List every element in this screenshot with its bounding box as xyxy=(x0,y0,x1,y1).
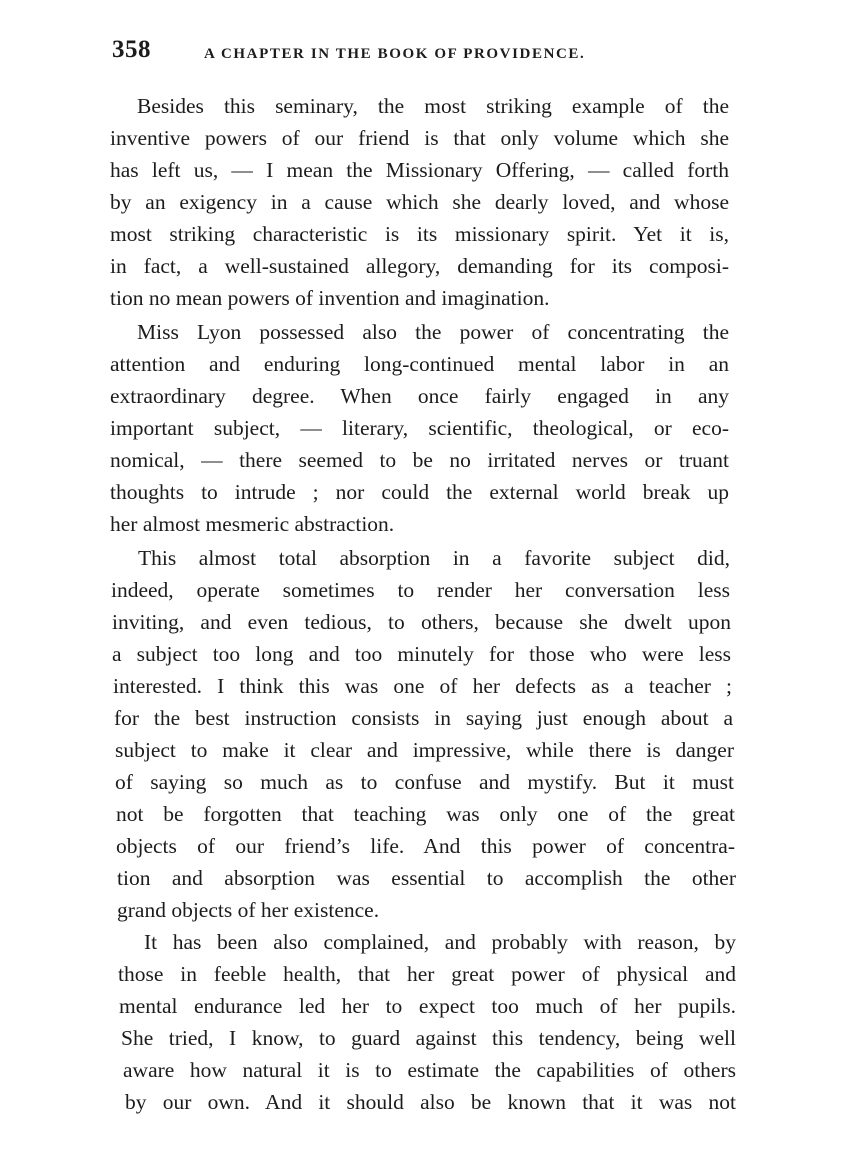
text-line: Besides this seminary, the most striking example of the xyxy=(137,94,729,118)
running-title: A CHAPTER IN THE BOOK OF PROVIDENCE. xyxy=(204,46,586,62)
text-line: in fact, a well-sustained allegory, demanding for its composi- xyxy=(110,254,729,278)
text-line: This almost total absorption in a favorite subject did, xyxy=(138,546,730,570)
text-line: inventive powers of our friend is that only volume which she xyxy=(110,126,729,150)
text-line: extraordinary degree. When once fairly engaged in any xyxy=(110,384,729,408)
page-number: 358 xyxy=(112,36,151,63)
running-head xyxy=(112,36,752,76)
text-line: indeed, operate sometimes to render her conversation less xyxy=(111,578,730,602)
text-line: by an exigency in a cause which she dearly loved, and whose xyxy=(110,190,729,214)
text-line: thoughts to intrude ; nor could the external world break up xyxy=(110,480,729,504)
text-line: nomical, — there seemed to be no irritated nerves or truant xyxy=(110,448,729,472)
text-line: tion no mean powers of invention and imagination. xyxy=(110,286,550,310)
text-line: She tried, I know, to guard against this tendency, being well xyxy=(121,1026,736,1050)
text-line: by our own. And it should also be known that it was not xyxy=(125,1090,736,1114)
text-line: objects of our friend’s life. And this power of concentra- xyxy=(116,834,735,858)
text-line: interested. I think this was one of her defects as a teacher ; xyxy=(113,674,732,698)
text-line: inviting, and even tedious, to others, because she dwelt upon xyxy=(112,610,731,634)
text-line: not be forgotten that teaching was only one of the great xyxy=(116,802,735,826)
text-line: of saying so much as to confuse and mystify. But it must xyxy=(115,770,734,794)
text-line: mental endurance led her to expect too much of her pupils. xyxy=(119,994,736,1018)
text-line: important subject, — literary, scientific, theological, or eco- xyxy=(110,416,729,440)
text-line: her almost mesmeric abstraction. xyxy=(110,512,395,536)
text-line: a subject too long and too minutely for those who were less xyxy=(112,642,731,666)
text-line: for the best instruction consists in saying just enough about a xyxy=(114,706,733,730)
text-line: subject to make it clear and impressive, while there is danger xyxy=(115,738,734,762)
text-line: grand objects of her existence. xyxy=(117,898,380,922)
text-line: aware how natural it is to estimate the capabilities of others xyxy=(123,1058,736,1082)
text-line: Miss Lyon possessed also the power of concentrating the xyxy=(137,320,729,344)
text-line: tion and absorption was essential to accomplish the other xyxy=(117,866,736,890)
text-line: It has been also complained, and probably with reason, by xyxy=(144,930,736,954)
text-line: those in feeble health, that her great power of physical and xyxy=(118,962,736,986)
text-line: attention and enduring long-continued mental labor in an xyxy=(110,352,729,376)
text-line: most striking characteristic is its missionary spirit. Yet it is, xyxy=(110,222,729,246)
text-line: has left us, — I mean the Missionary Offering, — called forth xyxy=(110,158,729,182)
